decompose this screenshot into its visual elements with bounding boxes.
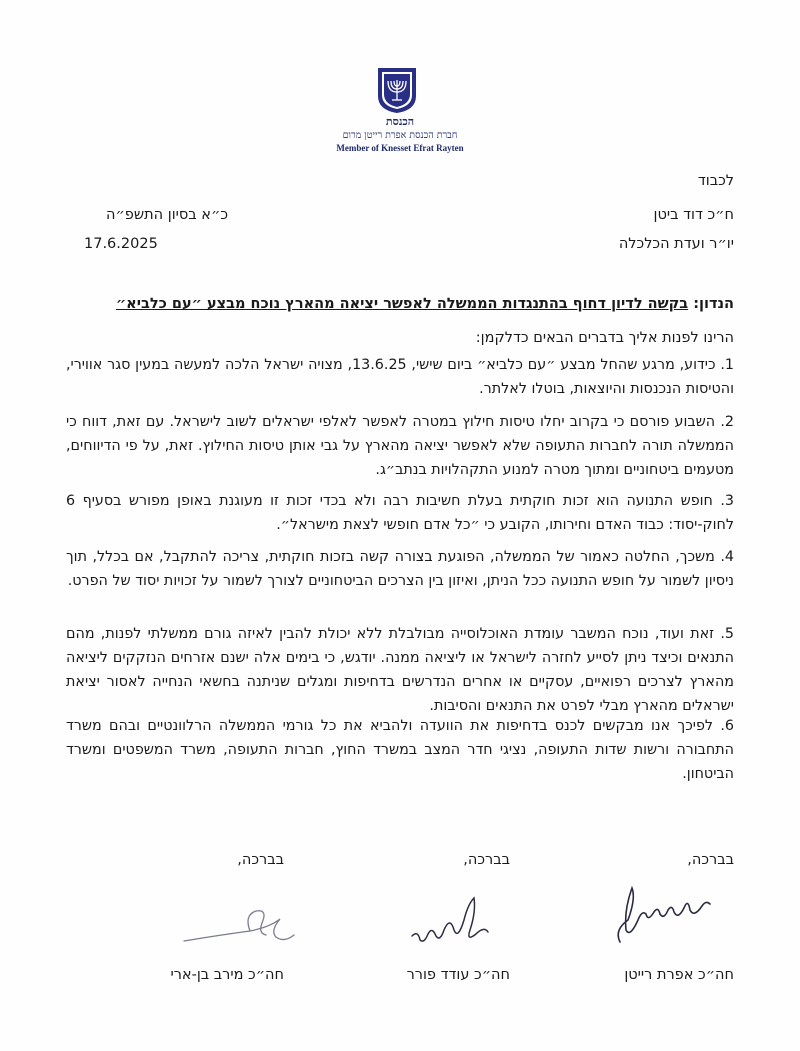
header-member-english: Member of Knesset Efrat Rayten bbox=[336, 143, 464, 153]
subject-line bbox=[116, 296, 734, 312]
signature-name-1: חה״כ אפרת רייטן bbox=[624, 967, 734, 983]
subject-label: הנדון: bbox=[693, 296, 734, 312]
recipient-to-label: לכבוד bbox=[697, 173, 734, 189]
signature-greeting-2: בברכה, bbox=[463, 852, 510, 868]
signature-name-2: חה״כ עודד פורר bbox=[406, 967, 510, 983]
paragraph-3: 3. חופש התנועה הוא זכות חוקתית בעלת חשיבות רבה ולא בכדי זכות זו מעוגנת באופן מפורש בסעיף 6 לחוק-יסוד: כבוד האדם וחירותו, הקובע כי ״כל אדם חופשי לצאת מישראל״. bbox=[66, 493, 734, 533]
paragraph-6: 6. לפיכך אנו מבקשים לכנס בדחיפות את הוועדה ולהביא את כל גורמי הממשלה הרלוונטיים ובהם משרד התחבורה ורשות שדות התעופה, נציגי חדר המצב במשרד החוץ, חברות התעופה, משרד המשפטים ומשרד הביטחון. bbox=[66, 718, 734, 782]
subject-text: בקשה לדיון דחוף בהתנגדות הממשלה לאפשר יציאה מהארץ נוכח מבצע ״עם כלביא״ bbox=[115, 296, 689, 312]
paragraph-5: 5. זאת ועוד, נוכח המשבר עומדת האוכלוסייה מבולבלת ללא יכולת להבין לאיזה גורם ממשלתי לפנות, מהם התנאים וכיצד ניתן לסייע לחזרה לישראל או ליציאה ממנה. יודגש, כי בימים אלה ישנם אזרחים הנזקקים ליציאה מהארץ לצרכים רפואיים, עסקיים או אחרים הנדרשים בדחיפות ומגלים שניתנה בחשאי הנחייה לאסור יציאת ישראלים מהארץ מבלי לפרט את התנאים והסיבות. bbox=[66, 626, 734, 714]
paragraph-2: 2. השבוע פורסם כי בקרוב יחלו טיסות חילוץ במטרה לאפשר לאלפי ישראלים לשוב לישראל. עם זאת, דווח כי הממשלה תורה לחברות התעופה שלא לאפשר יציאה מהארץ על גבי אותן טיסות החילוץ. זאת, על פי הדיווחים, מטעמים ביטחוניים ומתוך מטרה למנוע התקהלויות בנתב״ג. bbox=[66, 414, 734, 478]
knesset-emblem-icon bbox=[376, 66, 418, 114]
paragraph-4: 4. משכך, החלטה כאמור של הממשלה, הפוגעת בצורה קשה בזכות חוקתית, צריכה להתקבל, אם בכלל, תוך ניסיון לשמור על חופש התנועה ככל הניתן, ואיזון בין הצרכים הביטחוניים לצורך לשמור על זכויות יסוד של הפרט. bbox=[66, 549, 734, 589]
date-hebrew: כ״א בסיון התשפ״ה bbox=[105, 207, 228, 223]
signature-ben-ari bbox=[180, 905, 300, 955]
signature-rayten bbox=[606, 880, 716, 950]
signature-forer bbox=[404, 890, 494, 950]
date-gregorian: 17.6.2025 bbox=[84, 236, 158, 252]
intro-line: הרינו לפנות אליך בדברים הבאים כדלקמן: bbox=[475, 330, 734, 346]
signature-greeting-3: בברכה, bbox=[237, 852, 284, 868]
recipient-name: ח״כ דוד ביטן bbox=[653, 207, 734, 223]
signature-name-3: חה״כ מירב בן-ארי bbox=[170, 967, 284, 983]
header-knesset: הכנסת bbox=[385, 115, 415, 128]
recipient-role: יו״ר ועדת הכלכלה bbox=[618, 236, 734, 252]
signature-greeting-1: בברכה, bbox=[687, 852, 734, 868]
paragraph-1: 1. כידוע, מרגע שהחל מבצע ״עם כלביא״ ביום שישי, 13.6.25, מצויה ישראל הלכה למעשה במעין סגר אווירי, והטיסות הנכנסות והיוצאות, בוטלו לאלתר. bbox=[66, 357, 734, 397]
header-member-hebrew: חברת הכנסת אפרת רייטן מרום bbox=[342, 130, 458, 141]
